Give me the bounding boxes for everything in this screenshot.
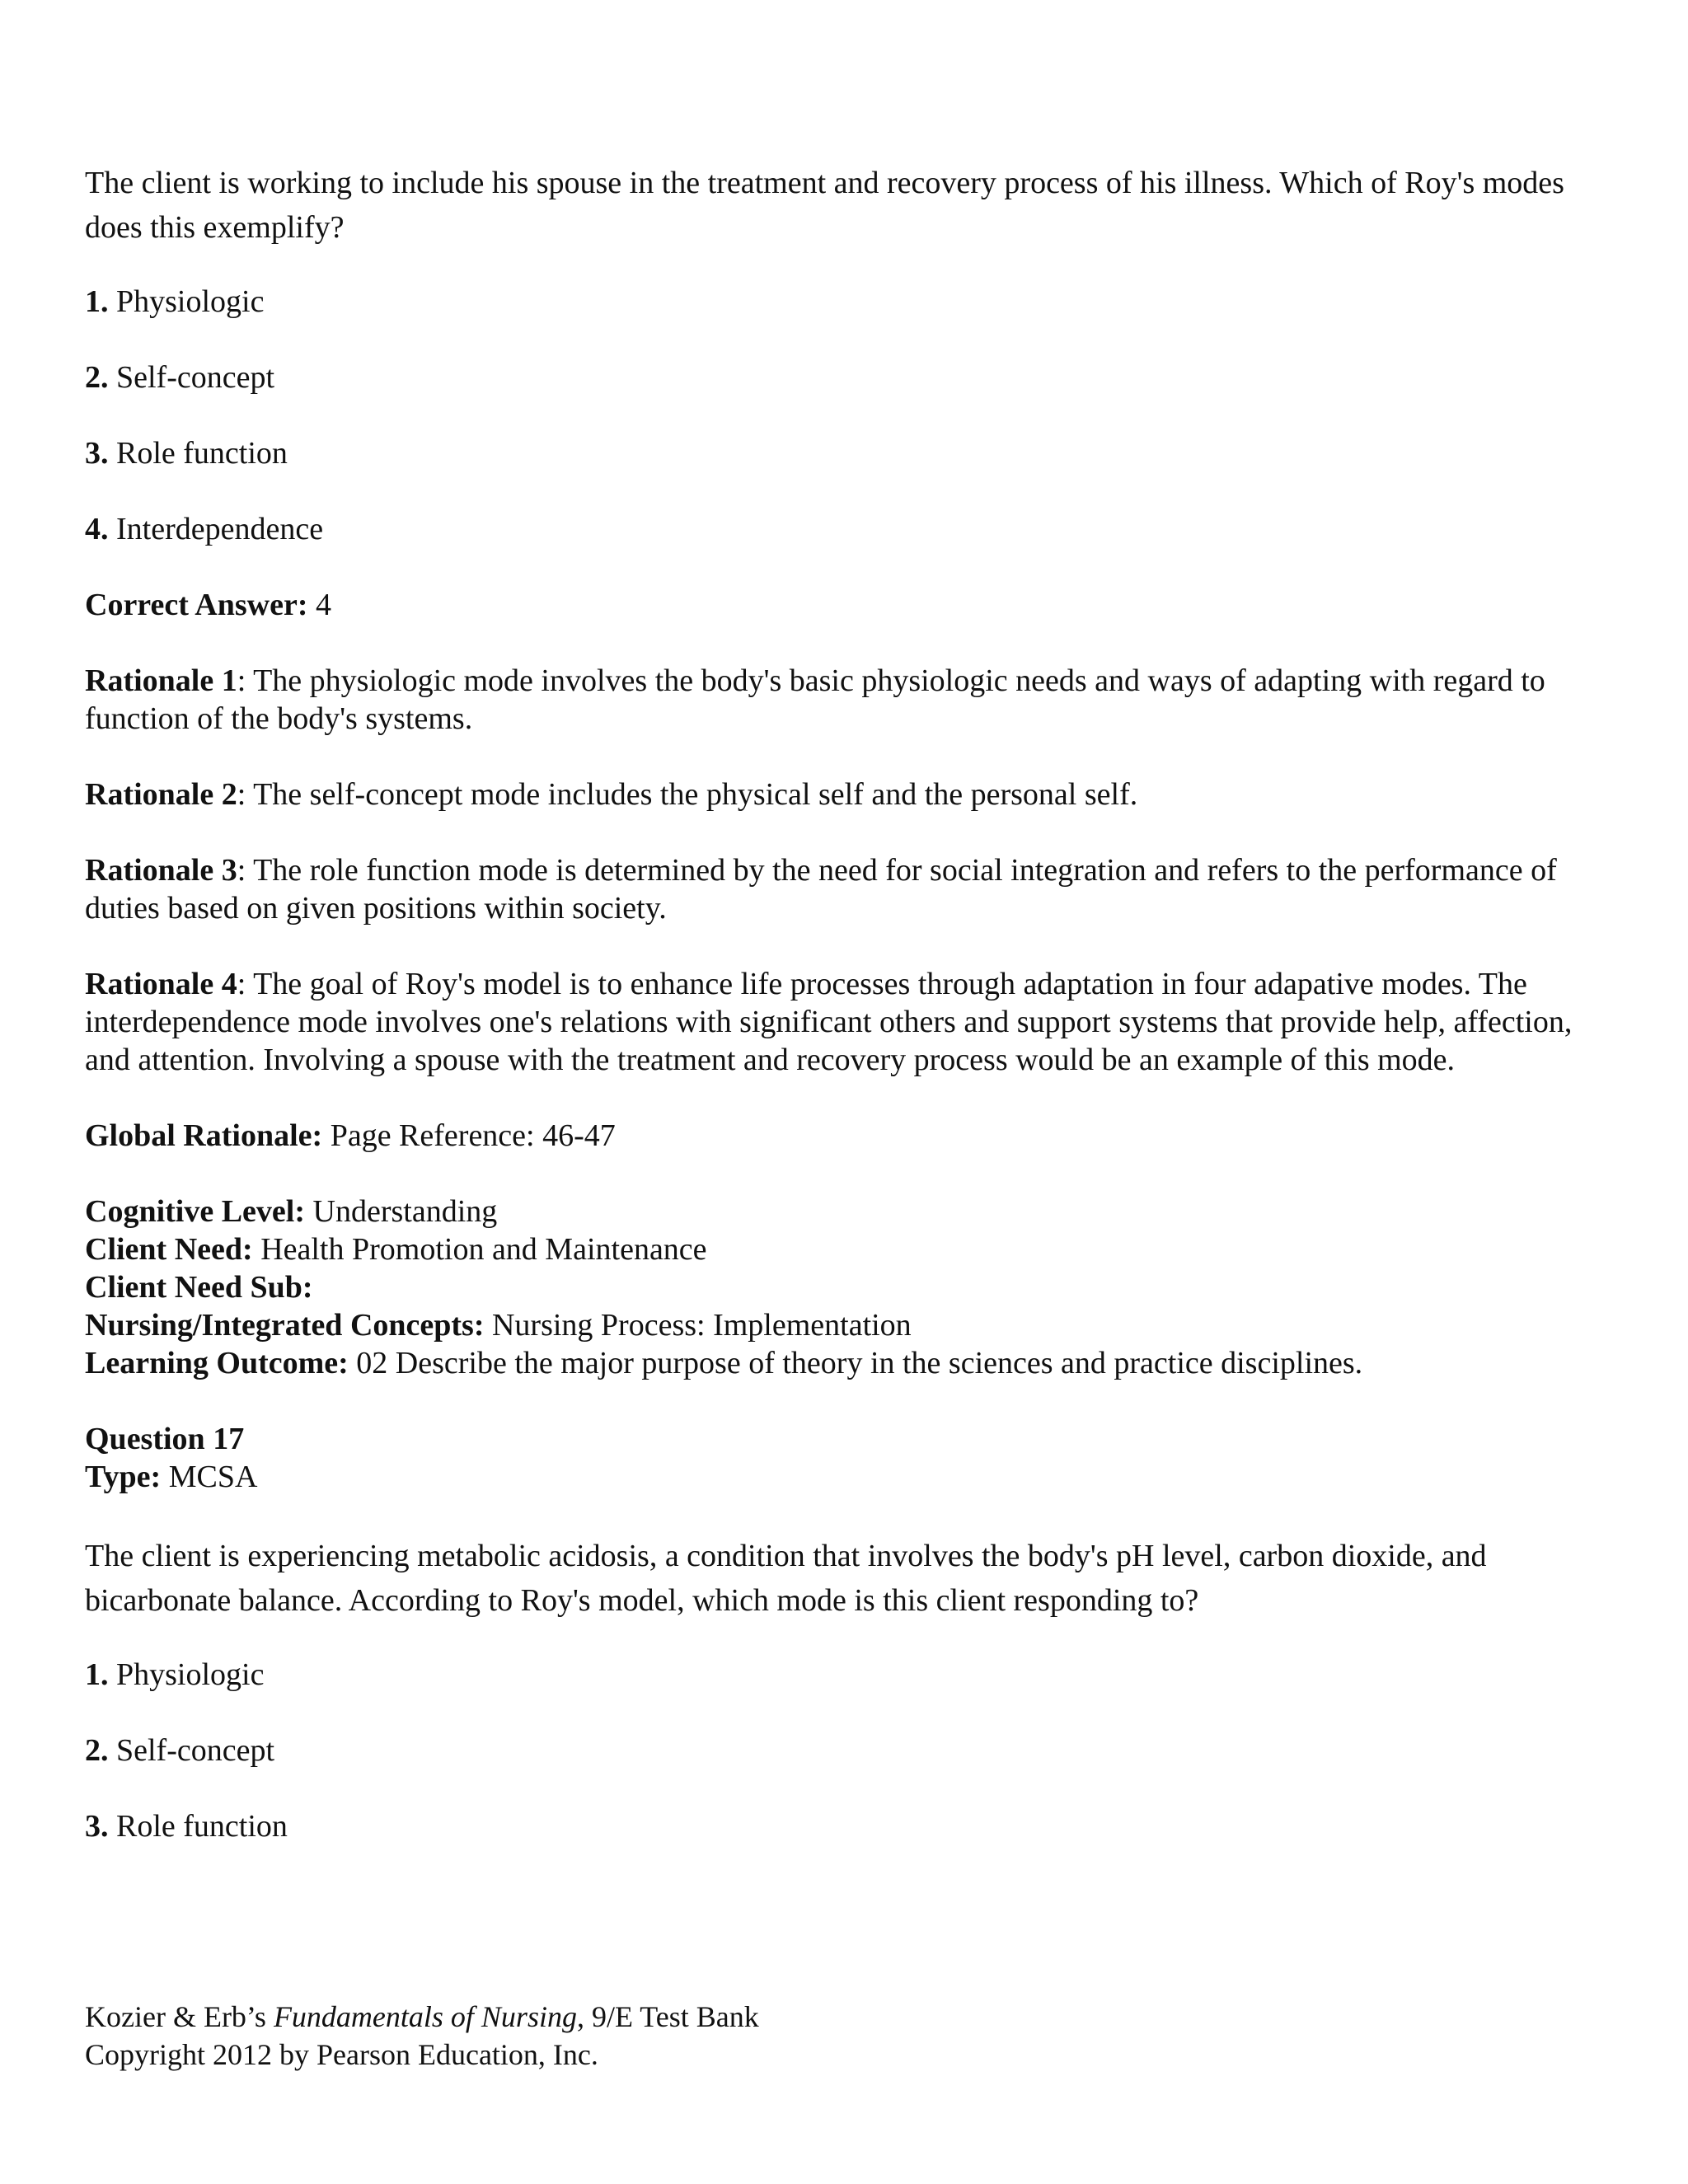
page-footer	[85, 1998, 1618, 2074]
global-rationale: Global Rationale: Page Reference: 46-47	[85, 1118, 616, 1153]
question-17-stem: The client is experiencing metabolic acidosis, a condition that involves the body's pH level, carbon dioxide, and bicarbonate balance. According to Roy's model, which mode is this client responding to?	[85, 1539, 1487, 1618]
rationale-1: Rationale 1: The physiologic mode involves the body's basic physiologic needs and ways of adapting with regard to function of the body's systems.	[85, 663, 1545, 736]
client-need: Client Need: Health Promotion and Maintenance	[85, 1232, 707, 1267]
footer-book-title: Kozier & Erb’s Fundamentals of Nursing, 9/E Test Bank	[85, 2000, 759, 2033]
nursing-integrated-concepts: Nursing/Integrated Concepts: Nursing Process: Implementation	[85, 1308, 912, 1343]
rationale-3: Rationale 3: The role function mode is determined by the need for social integration and refers to the performance of duties based on given positions within society.	[85, 853, 1557, 926]
question-17-option-3: 3. Role function	[85, 1809, 288, 1844]
question-16-option-2: 2. Self-concept	[85, 360, 275, 395]
question-16-metadata	[85, 1193, 1618, 1382]
question-16-stem: The client is working to include his spouse in the treatment and recovery process of his illness. Which of Roy's modes does this exemplify?	[85, 166, 1564, 245]
question-16-option-4: 4. Interdependence	[85, 512, 324, 546]
client-need-sub: Client Need Sub:	[85, 1270, 313, 1305]
question-17-option-1: 1. Physiologic	[85, 1657, 265, 1692]
question-16-option-3: 3. Role function	[85, 436, 288, 471]
footer-copyright: Copyright 2012 by Pearson Education, Inc.	[85, 2038, 598, 2071]
correct-answer: Correct Answer: 4	[85, 588, 331, 622]
question-17-heading: Question 17	[85, 1422, 245, 1456]
document-page	[85, 161, 1618, 1845]
learning-outcome: Learning Outcome: 02 Describe the major purpose of theory in the sciences and practice disciplines.	[85, 1346, 1363, 1380]
rationale-2: Rationale 2: The self-concept mode includes the physical self and the personal self.	[85, 777, 1138, 812]
question-16-option-1: 1. Physiologic	[85, 284, 265, 319]
question-17-option-2: 2. Self-concept	[85, 1733, 275, 1768]
cognitive-level: Cognitive Level: Understanding	[85, 1194, 498, 1229]
rationale-4: Rationale 4: The goal of Roy's model is to enhance life processes through adaptation in four adapative modes. The interdependence mode involves one's relations with significant others and support systems that provide help, affection, and attention. Involving a spouse with the treatment and recovery process would be an example of this mode.	[85, 967, 1573, 1077]
question-17-type: Type: MCSA	[85, 1460, 258, 1494]
